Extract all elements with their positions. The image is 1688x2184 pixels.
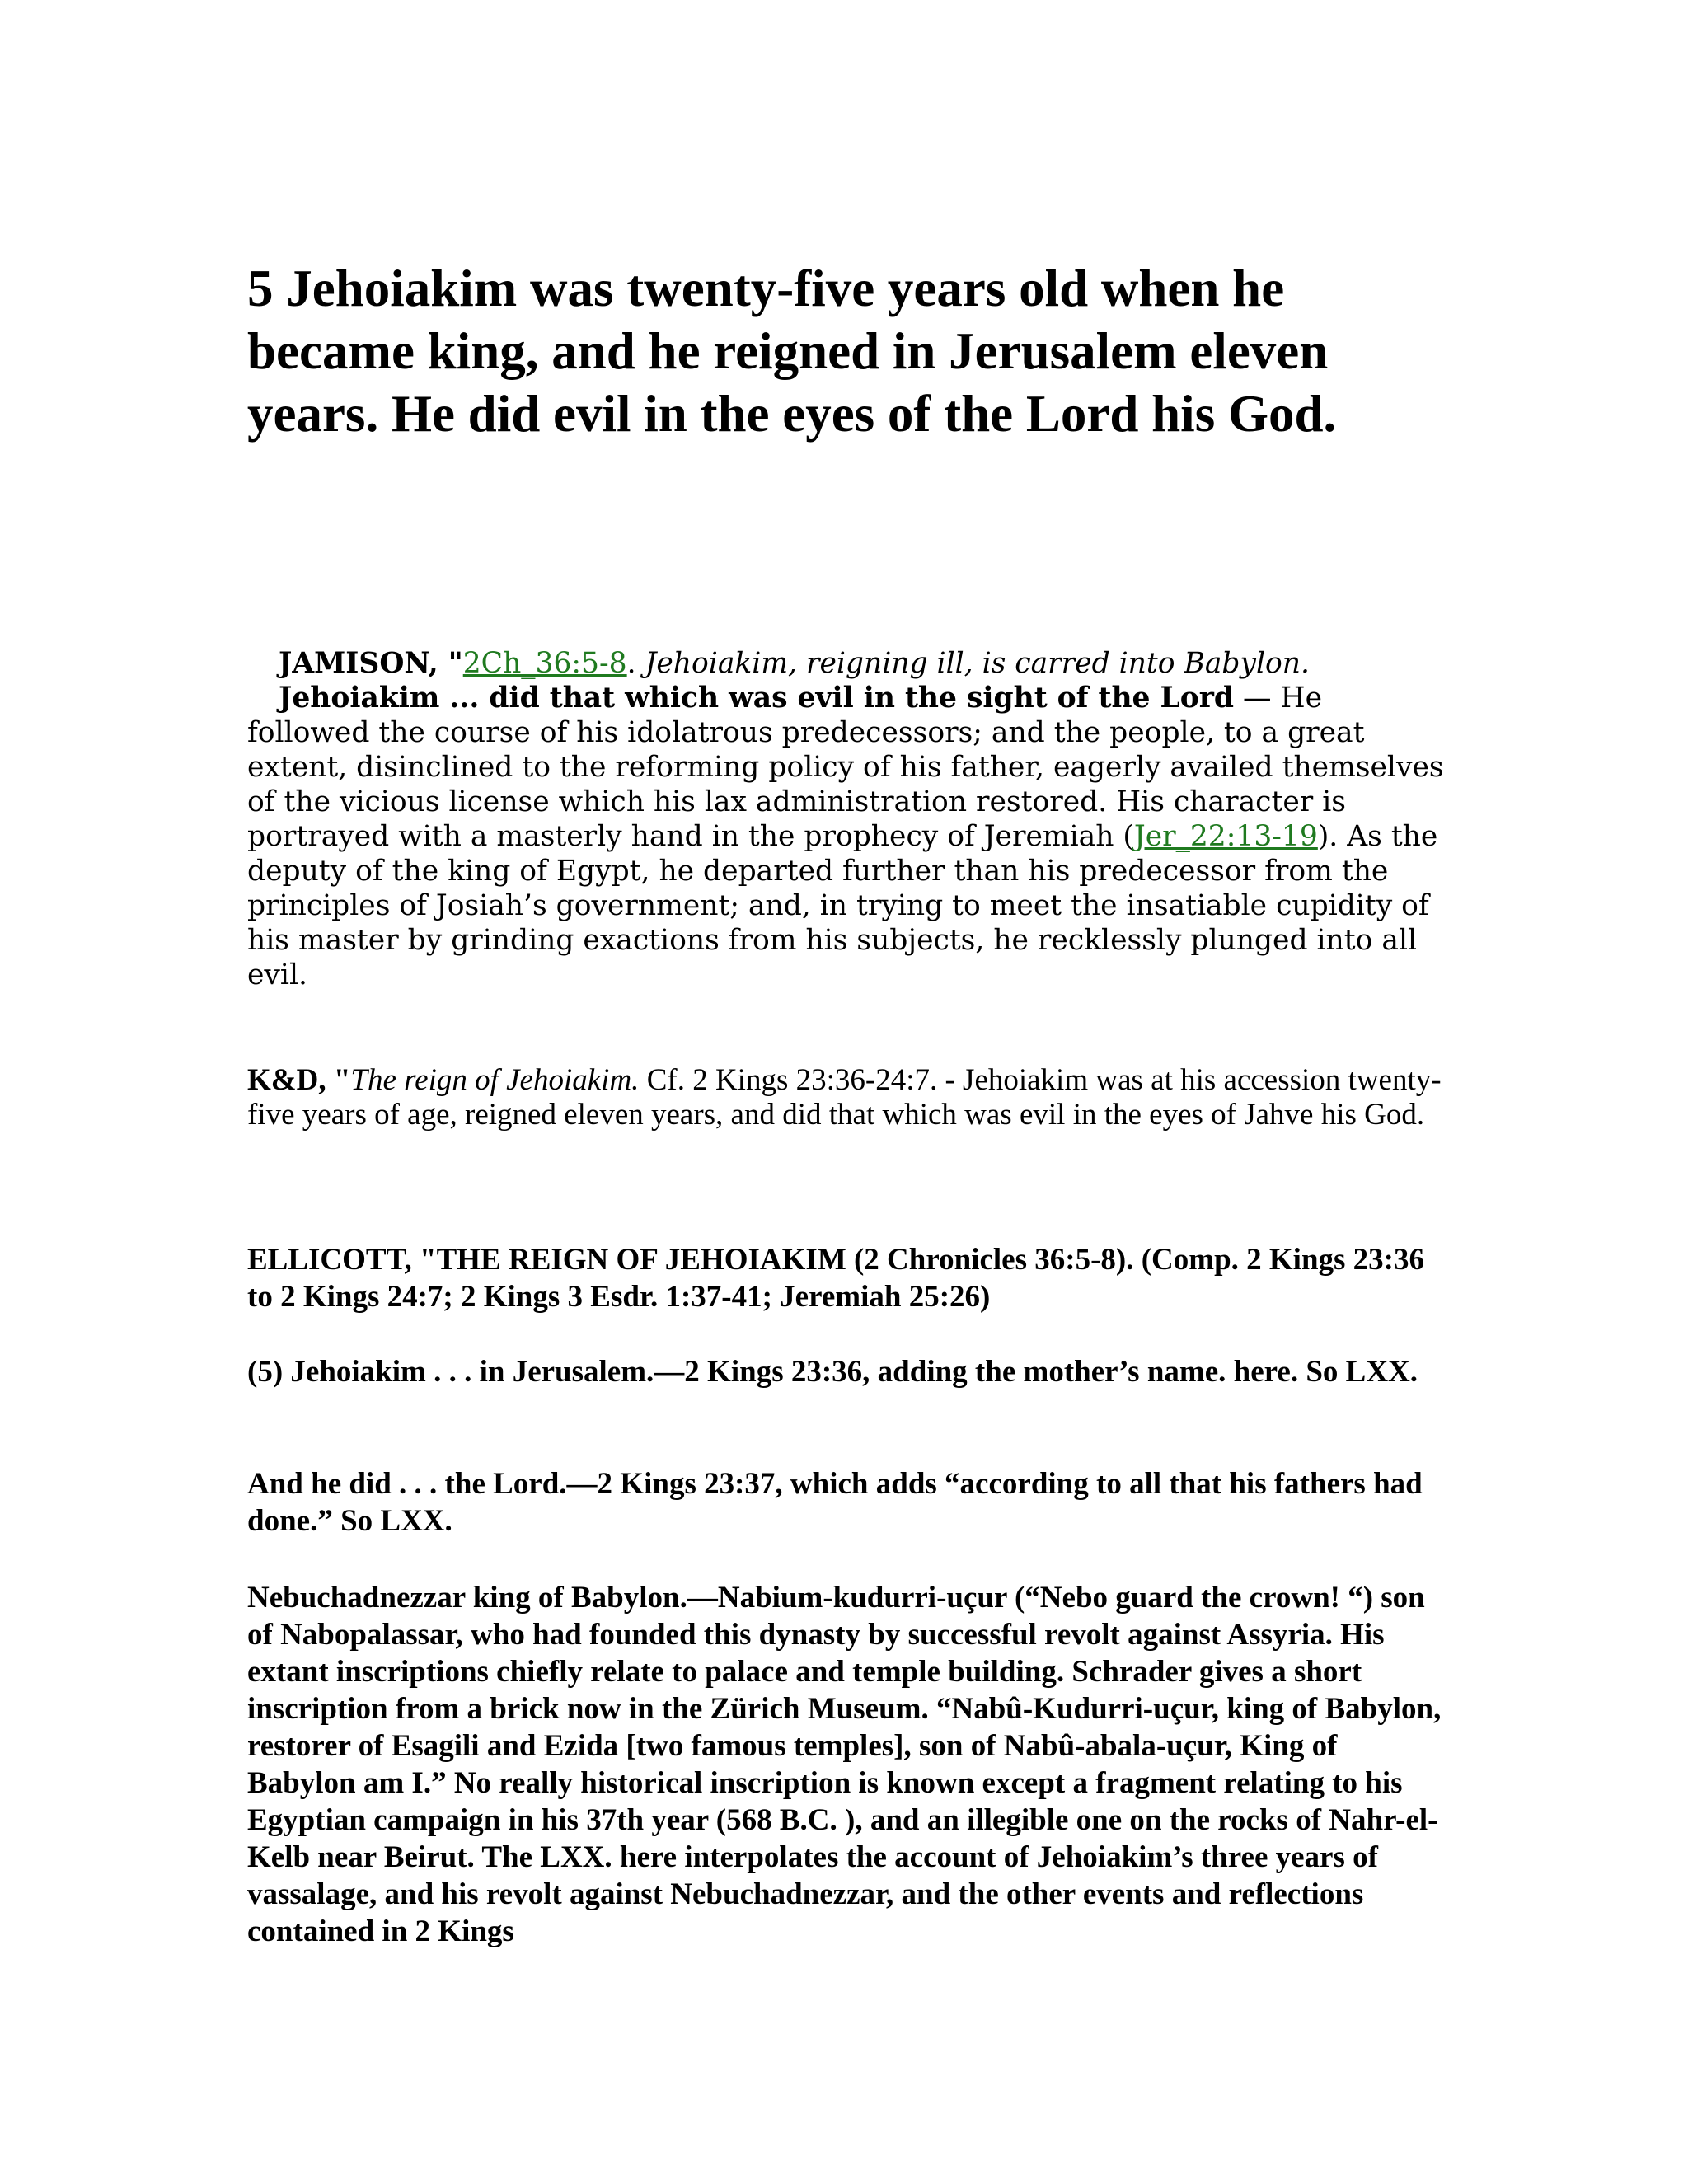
jamison-lemma: Jehoiakim ... did that which was evil in the sight of the Lord	[279, 682, 1235, 715]
ellicott-note-nebuchadnezzar: Nebuchadnezzar king of Babylon.—Nabium-kudurri-uçur (“Nebo guard the crown! “) son of Nabopalassar, who had founded this dynasty by successful revolt against Assyria. His extant inscriptions chiefly relate to palace and temple building. Schrader gives a short inscription from a brick now in the Zürich Museum. “Nabû-Kudurri-uçur, king of Babylon, restorer of Esagili and Ezida [two famous temples], son of Nabû-abala-uçur, King of Babylon am I.” No really historical inscription is known except a fragment relating to his Egyptian campaign in his 37th year (568 B.C. ), and an illegible one on the rocks of Nahr-el-Kelb near Beirut. The LXX. here interpolates the account of Jehoiakim’s three years of vassalage, and his revolt against Nebuchadnezzar, and the other events and reflections contained in 2 Kings	[247, 1581, 1442, 1948]
kd-label: K&D, "	[247, 1063, 351, 1097]
kd-body: Cf. 2 Kings 23:36-24:7. - Jehoiakim was at his accession twenty-five years of age, reigned eleven years, and did that which was evil in the eyes of Jahve his God.	[247, 1063, 1442, 1132]
ellicott-heading: ELLICOTT, "THE REIGN OF JEHOIAKIM (2 Chronicles 36:5-8). (Comp. 2 Kings 23:36 to 2 Kings 24:7; 2 Kings 3 Esdr. 1:37-41; Jeremiah 25:26)	[247, 1243, 1425, 1314]
jamison-body-part-2: ). As the deputy of the king of Egypt, he departed further than his predecessor from the principles of Josiah’s government; and, in trying to meet the insatiable cupidity of his master by grinding exactions from his subjects, he recklessly plunged into all evil.	[247, 820, 1438, 991]
jamison-commentary	[247, 646, 1451, 992]
jamison-ref-suffix: .	[626, 647, 645, 680]
ellicott-note-mother: (5) Jehoiakim . . . in Jerusalem.—2 Kings 23:36, adding the mother’s name. here. So LXX.	[247, 1355, 1418, 1389]
kd-subtitle: The reign of Jehoiakim.	[350, 1063, 640, 1097]
verse-heading: 5 Jehoiakim was twenty-five years old when he became king, and he reigned in Jerusalem eleven years. He did evil in the eyes of the Lord his God.	[247, 260, 1337, 443]
jamison-label: JAMISON, "	[279, 647, 463, 680]
jamison-body-part-1: — He followed the course of his idolatrous predecessors; and the people, to a great extent, disinclined to the reforming policy of his father, eagerly availed themselves of the vicious license which his lax administration restored. His character is portrayed with a masterly hand in the prophecy of Jeremiah (	[247, 682, 1444, 853]
ellicott-note-fathers: And he did . . . the Lord.—2 Kings 23:37, which adds “according to all that his fathers had done.” So LXX.	[247, 1467, 1423, 1538]
kd-commentary	[247, 1063, 1451, 1132]
jamison-ref-link[interactable]: 2Ch_36:5-8	[462, 647, 627, 680]
jamison-subtitle: Jehoiakim, reigning ill, is carred into Babylon.	[645, 647, 1310, 680]
jamison-intro	[247, 646, 1451, 681]
jeremiah-ref-link[interactable]: Jer_22:13-19	[1133, 820, 1318, 853]
jamison-body	[247, 681, 1451, 992]
